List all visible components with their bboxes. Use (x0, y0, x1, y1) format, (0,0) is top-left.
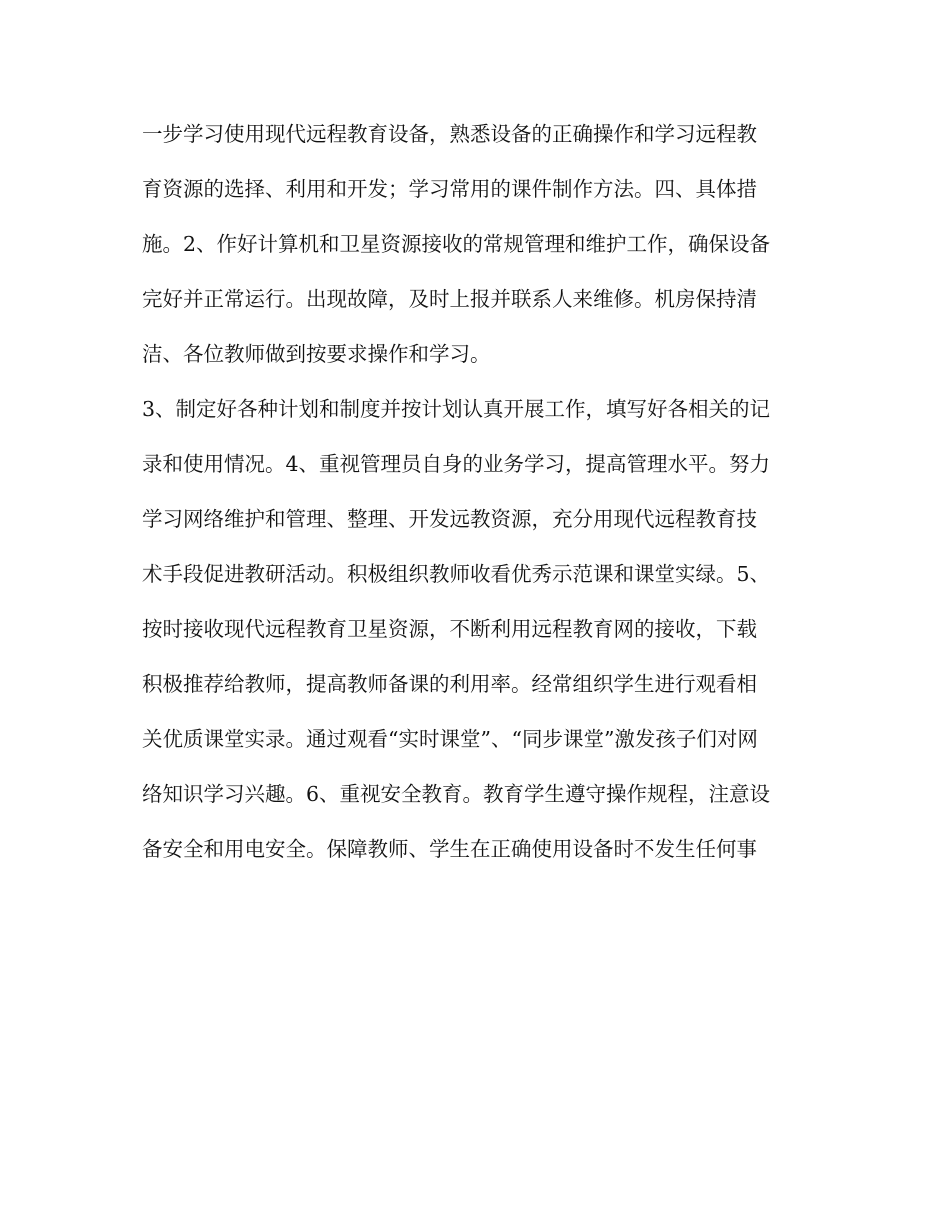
text-line: 学习网络维护和管理、整理、开发远教资源，充分用现代远程教育技 (142, 507, 757, 531)
text-line: 洁、各位教师做到按要求操作和学习。 (142, 342, 491, 366)
text-line: 录和使用情况。4、重视管理员自身的业务学习，提高管理水平。努力 (142, 452, 771, 476)
text-line: 完好并正常运行。出现故障，及时上报并联系人来维修。机房保持清 (142, 287, 757, 311)
text-line: 术手段促进教研活动。积极组织教师收看优秀示范课和课堂实绿。5、 (142, 562, 771, 586)
text-line: 3、制定好各种计划和制度并按计划认真开展工作，填写好各相关的记 (142, 397, 771, 421)
text-line: 积极推荐给教师，提高教师备课的利用率。经常组织学生进行观看相 (142, 672, 757, 696)
text-line: 施。2、作好计算机和卫星资源接收的常规管理和维护工作，确保设备 (142, 232, 771, 256)
text-line: 按时接收现代远程教育卫星资源，不断利用远程教育网的接收，下载 (142, 617, 757, 641)
text-line: 关优质课堂实录。通过观看“实时课堂”、“同步课堂”激发孩子们对网 (142, 727, 758, 751)
document-body (142, 112, 822, 882)
text-line: 络知识学习兴趣。6、重视安全教育。教育学生遵守操作规程，注意设 (142, 782, 771, 806)
text-line: 备安全和用电安全。保障教师、学生在正确使用设备时不发生任何事 (142, 837, 757, 861)
text-line: 一步学习使用现代远程教育设备，熟悉设备的正确操作和学习远程教 (142, 122, 757, 146)
text-line: 育资源的选择、利用和开发；学习常用的课件制作方法。四、具体措 (142, 177, 757, 201)
